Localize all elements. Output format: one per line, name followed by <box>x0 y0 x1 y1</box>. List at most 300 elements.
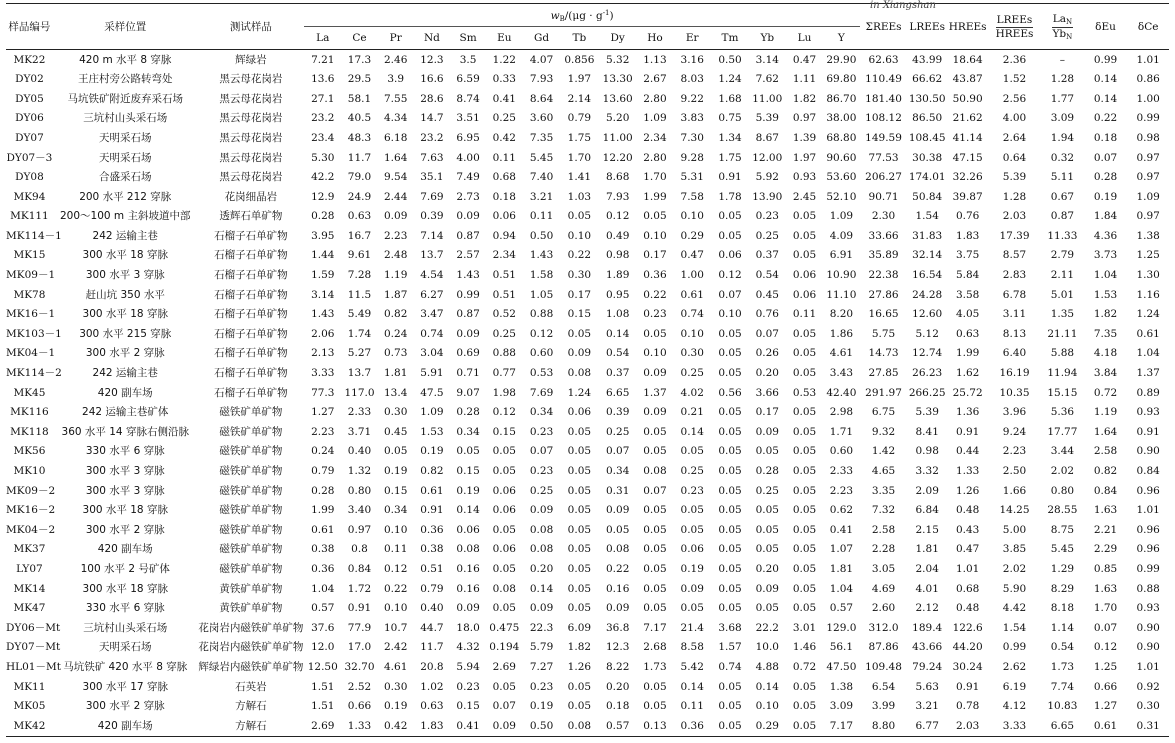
value-cell: 33.66 <box>868 229 899 242</box>
sample-type-cell: 花岗岩内磁铁矿单矿物 <box>198 641 304 654</box>
col-location: 采样位置 <box>53 6 198 50</box>
value-cell: 0.91 <box>955 680 980 693</box>
value-cell: 5.30 <box>311 151 335 164</box>
value-cell: 0.10 <box>384 602 408 615</box>
value-cell: 2.46 <box>384 53 408 66</box>
value-cell: 0.25 <box>755 229 779 242</box>
value-cell: 8.80 <box>860 716 907 736</box>
value-cell: 0.97 <box>1136 151 1160 164</box>
value-cell: 0.05 <box>680 602 704 615</box>
value-cell: 0.10 <box>643 229 667 242</box>
value-cell: 0.26 <box>755 347 779 360</box>
value-cell: 1.42 <box>871 445 896 458</box>
value-cell: 0.62 <box>829 504 854 517</box>
value-cell: 2.67 <box>643 73 667 86</box>
sample-type-cell: 黑云母花岗岩 <box>219 151 283 164</box>
value-cell: 9.54 <box>384 171 408 184</box>
value-cell: 69.80 <box>826 73 857 86</box>
value-cell: 0.09 <box>486 716 522 736</box>
value-cell: 1.84 <box>1093 210 1118 223</box>
value-cell: 2.80 <box>643 92 667 105</box>
value-cell: 22.2 <box>755 621 779 634</box>
value-cell: 2.04 <box>915 562 939 575</box>
value-cell: 0.57 <box>311 602 335 615</box>
value-cell: 0.61 <box>420 484 444 497</box>
value-cell: 23.2 <box>311 112 335 125</box>
value-cell: 0.06 <box>492 543 516 556</box>
value-cell: 0.97 <box>1136 210 1160 223</box>
sample-id-cell: MK42 <box>6 716 53 736</box>
value-cell: 1.70 <box>643 171 667 184</box>
value-cell: 1.82 <box>567 641 592 654</box>
value-cell: 13.4 <box>384 386 408 399</box>
value-cell: 8.67 <box>755 131 779 144</box>
value-cell: 5.63 <box>915 680 939 693</box>
value-cell: 0.25 <box>492 327 516 340</box>
table-row <box>6 481 1169 501</box>
value-cell: 1.51 <box>311 700 335 713</box>
value-cell: 0.05 <box>567 327 592 340</box>
value-cell: 0.84 <box>347 562 372 575</box>
table-row <box>6 540 1169 560</box>
sample-id-cell: MK16－2 <box>6 504 56 517</box>
value-cell: 1.89 <box>606 269 630 282</box>
value-cell: 10.7 <box>384 621 408 634</box>
value-cell: 1.37 <box>1136 367 1160 380</box>
value-cell: 2.02 <box>1002 562 1027 575</box>
caption-fragment: in Xiangshan <box>870 0 936 11</box>
value-cell: 1.24 <box>1136 308 1160 321</box>
value-cell: 1.19 <box>1093 406 1118 419</box>
location-cell: 马坑铁矿 420 水平 8 穿脉 <box>63 660 188 673</box>
value-cell: 1.01 <box>1136 53 1160 66</box>
value-cell: 4.02 <box>680 386 704 399</box>
value-cell: 7.63 <box>420 151 444 164</box>
value-cell: 0.22 <box>384 582 408 595</box>
value-cell: 2.23 <box>1002 445 1027 458</box>
value-cell: 0.05 <box>680 445 704 458</box>
value-cell: 0.06 <box>567 406 592 419</box>
value-cell: 0.61 <box>1084 716 1128 736</box>
value-cell: 0.15 <box>456 465 480 478</box>
value-cell: 3.01 <box>792 621 817 634</box>
value-cell: 11.00 <box>602 131 633 144</box>
value-cell: 0.41 <box>829 523 854 536</box>
value-cell: 0.05 <box>492 602 516 615</box>
value-cell: – <box>1059 53 1066 66</box>
value-cell: 1.44 <box>311 249 335 262</box>
value-cell: 0.63 <box>955 327 980 340</box>
value-cell: 0.41 <box>492 92 516 105</box>
value-cell: 1.57 <box>718 641 742 654</box>
col-delta-ce: δCe <box>1127 6 1169 50</box>
value-cell: 0.50 <box>529 229 554 242</box>
value-cell: 7.27 <box>529 660 554 673</box>
value-cell: 0.05 <box>492 523 516 536</box>
value-cell: 0.54 <box>606 347 630 360</box>
value-cell: 0.19 <box>456 484 480 497</box>
value-cell: 0.05 <box>680 523 704 536</box>
value-cell: 0.05 <box>755 543 779 556</box>
location-cell: 三坑村山头采石场 <box>83 621 168 634</box>
value-cell: 1.16 <box>1136 288 1160 301</box>
table-row <box>6 364 1169 384</box>
value-cell: 0.8 <box>351 543 368 556</box>
sample-id-cell: MK111 <box>10 210 49 223</box>
value-cell: 0.09 <box>755 582 779 595</box>
sample-type-cell: 方解石 <box>235 700 267 713</box>
value-cell: 5.49 <box>347 308 372 321</box>
value-cell: 10.0 <box>755 641 779 654</box>
value-cell: 0.10 <box>755 700 779 713</box>
value-cell: 43.66 <box>912 641 943 654</box>
value-cell: 0.93 <box>1136 602 1160 615</box>
sample-id-cell: MK116 <box>10 406 49 419</box>
location-cell: 200～100 m 主斜坡道中部 <box>60 210 191 223</box>
value-cell: 0.28 <box>1093 171 1118 184</box>
value-cell: 41.14 <box>952 131 983 144</box>
value-cell: 0.05 <box>718 582 742 595</box>
value-cell: 0.25 <box>680 465 704 478</box>
value-cell: 2.23 <box>384 229 408 242</box>
value-cell: 0.29 <box>748 716 786 736</box>
value-cell: 6.78 <box>1002 288 1027 301</box>
value-cell: 1.29 <box>1050 562 1075 575</box>
table-row <box>6 344 1169 364</box>
value-cell: 0.99 <box>1093 53 1118 66</box>
value-cell: 0.05 <box>792 582 817 595</box>
value-cell: 11.7 <box>347 151 372 164</box>
location-cell: 420 副车场 <box>97 543 153 556</box>
value-cell: 0.80 <box>1050 484 1075 497</box>
value-cell: 0.38 <box>311 543 335 556</box>
value-cell: 0.05 <box>792 504 817 517</box>
value-cell: 16.19 <box>999 367 1030 380</box>
value-cell: 2.60 <box>871 602 896 615</box>
value-cell: 181.40 <box>865 92 902 105</box>
table-row <box>6 520 1169 540</box>
value-cell: 1.54 <box>1002 621 1027 634</box>
value-cell: 7.17 <box>643 621 667 634</box>
value-cell: 0.36 <box>673 716 712 736</box>
value-cell: 1.70 <box>567 151 592 164</box>
value-cell: 0.14 <box>529 582 554 595</box>
value-cell: 0.05 <box>643 680 667 693</box>
value-cell: 1.46 <box>792 641 817 654</box>
col-element: Pr <box>378 27 414 50</box>
value-cell: 1.04 <box>311 582 335 595</box>
sample-id-cell: MK103－1 <box>6 327 62 340</box>
value-cell: 0.11 <box>492 151 516 164</box>
value-cell: 8.75 <box>1050 523 1075 536</box>
sample-id-cell: MK118 <box>10 425 49 438</box>
value-cell: 6.59 <box>456 73 480 86</box>
value-cell: 5.79 <box>529 641 554 654</box>
value-cell: 0.87 <box>456 308 480 321</box>
value-cell: 5.11 <box>1050 171 1075 184</box>
sample-type-cell: 花岗细晶岩 <box>224 190 278 203</box>
value-cell: 0.73 <box>384 347 408 360</box>
value-cell: 0.63 <box>347 210 372 223</box>
value-cell: 11.10 <box>826 288 857 301</box>
sample-id-cell: MK04－2 <box>6 523 56 536</box>
value-cell: 7.28 <box>347 269 372 282</box>
sample-type-cell: 磁铁矿单矿物 <box>219 523 283 536</box>
sample-id-cell: DY07－Mt <box>6 641 61 654</box>
value-cell: 5.45 <box>1050 543 1075 556</box>
value-cell: 7.58 <box>680 190 704 203</box>
sample-id-cell: MK22 <box>13 53 46 66</box>
value-cell: 0.57 <box>598 716 637 736</box>
value-cell: 0.15 <box>492 425 516 438</box>
value-cell: 0.16 <box>456 582 480 595</box>
value-cell: 5.92 <box>755 171 779 184</box>
sample-type-cell: 石英岩 <box>235 680 267 693</box>
value-cell: 0.82 <box>384 308 408 321</box>
value-cell: 2.29 <box>1093 543 1118 556</box>
value-cell: 8.64 <box>529 92 554 105</box>
value-cell: 0.15 <box>456 700 480 713</box>
value-cell: 0.08 <box>529 523 554 536</box>
value-cell: 0.76 <box>955 210 980 223</box>
value-cell: 0.96 <box>1136 523 1160 536</box>
value-cell: 108.45 <box>908 131 946 144</box>
location-cell: 天明采石场 <box>99 131 152 144</box>
table-row <box>6 677 1169 697</box>
value-cell: 6.54 <box>871 680 896 693</box>
value-cell: 0.50 <box>718 53 742 66</box>
value-cell: 1.78 <box>718 190 742 203</box>
value-cell: 1.24 <box>567 386 592 399</box>
value-cell: 0.48 <box>955 504 980 517</box>
value-cell: 0.11 <box>384 543 408 556</box>
value-cell: 0.45 <box>755 288 779 301</box>
col-element: Eu <box>486 27 522 50</box>
value-cell: 4.54 <box>420 269 444 282</box>
sample-id-cell: MK11 <box>13 680 46 693</box>
sample-id-cell: MK04－1 <box>6 347 56 360</box>
value-cell: 0.09 <box>456 327 480 340</box>
value-cell: 1.52 <box>1002 73 1027 86</box>
value-cell: 0.88 <box>1136 582 1160 595</box>
value-cell: 6.65 <box>606 386 630 399</box>
value-cell: 28.6 <box>420 92 444 105</box>
value-cell: 2.58 <box>871 523 896 536</box>
value-cell: 0.74 <box>680 308 704 321</box>
value-cell: 2.34 <box>492 249 516 262</box>
value-cell: 0.09 <box>680 582 704 595</box>
value-cell: 0.05 <box>755 523 779 536</box>
value-cell: 3.84 <box>1093 367 1118 380</box>
value-cell: 4.69 <box>871 582 896 595</box>
value-cell: 14.73 <box>868 347 899 360</box>
value-cell: 0.05 <box>755 602 779 615</box>
value-cell: 0.05 <box>567 700 592 713</box>
value-cell: 0.60 <box>829 445 854 458</box>
value-cell: 16.65 <box>868 308 899 321</box>
value-cell: 79.0 <box>347 171 372 184</box>
value-cell: 7.35 <box>1093 327 1118 340</box>
value-cell: 23.2 <box>420 131 444 144</box>
value-cell: 1.94 <box>1050 131 1075 144</box>
value-cell: 3.21 <box>915 700 939 713</box>
value-cell: 0.66 <box>347 700 372 713</box>
value-cell: 0.23 <box>529 680 554 693</box>
value-cell: 0.05 <box>792 680 817 693</box>
value-cell: 50.90 <box>952 92 983 105</box>
value-cell: 0.05 <box>718 562 742 575</box>
value-cell: 0.14 <box>680 680 704 693</box>
value-cell: 0.95 <box>606 288 630 301</box>
value-cell: 0.87 <box>1050 210 1075 223</box>
value-cell: 21.4 <box>680 621 704 634</box>
value-cell: 0.14 <box>755 680 779 693</box>
col-element: Ce <box>341 27 377 50</box>
value-cell: 0.12 <box>492 406 516 419</box>
value-cell: 2.36 <box>1002 53 1027 66</box>
value-cell: 1.82 <box>1093 308 1118 321</box>
value-cell: 0.05 <box>567 445 592 458</box>
value-cell: 2.02 <box>1050 465 1075 478</box>
sample-id-cell: DY05 <box>15 92 44 105</box>
value-cell: 0.194 <box>489 641 520 654</box>
value-cell: 0.09 <box>606 504 630 517</box>
value-cell: 0.85 <box>1093 562 1118 575</box>
value-cell: 129.0 <box>826 621 857 634</box>
value-cell: 11.5 <box>347 288 372 301</box>
value-cell: 0.05 <box>567 465 592 478</box>
col-element: Nd <box>414 27 450 50</box>
sample-type-cell: 石榴子石单矿物 <box>214 347 288 360</box>
value-cell: 0.25 <box>492 112 516 125</box>
value-cell: 0.53 <box>529 367 554 380</box>
value-cell: 3.5 <box>459 53 477 66</box>
value-cell: 0.77 <box>492 367 516 380</box>
sample-id-cell: DY08 <box>15 171 44 184</box>
value-cell: 21.62 <box>952 112 983 125</box>
location-cell: 300 水平 3 穿脉 <box>85 484 165 497</box>
value-cell: 0.19 <box>384 465 408 478</box>
table-row <box>6 226 1169 246</box>
value-cell: 3.99 <box>871 700 896 713</box>
value-cell: 3.14 <box>311 288 335 301</box>
value-cell: 0.18 <box>492 190 516 203</box>
value-cell: 0.90 <box>1136 621 1160 634</box>
value-cell: 1.38 <box>1136 229 1160 242</box>
value-cell: 0.29 <box>680 229 704 242</box>
table-row <box>6 70 1169 90</box>
value-cell: 27.85 <box>868 367 899 380</box>
sample-id-cell: MK45 <box>13 386 46 399</box>
value-cell: 0.87 <box>456 229 480 242</box>
value-cell: 6.19 <box>1002 680 1027 693</box>
value-cell: 0.22 <box>1093 112 1118 125</box>
value-cell: 1.63 <box>1093 504 1118 517</box>
value-cell: 0.05 <box>718 347 742 360</box>
value-cell: 0.36 <box>643 269 667 282</box>
value-cell: 1.04 <box>1136 347 1160 360</box>
value-cell: 0.33 <box>492 73 516 86</box>
value-cell: 1.97 <box>792 151 817 164</box>
value-cell: 0.90 <box>1136 445 1160 458</box>
value-cell: 0.84 <box>1136 465 1160 478</box>
value-cell: 0.05 <box>643 523 667 536</box>
value-cell: 0.05 <box>792 602 817 615</box>
value-cell: 30.24 <box>952 660 983 673</box>
sample-id-cell: MK10 <box>13 465 46 478</box>
value-cell: 0.86 <box>1136 73 1160 86</box>
value-cell: 117.0 <box>344 386 375 399</box>
value-cell: 8.29 <box>1050 582 1075 595</box>
value-cell: 0.54 <box>755 269 779 282</box>
col-delta-eu: δEu <box>1084 6 1128 50</box>
sample-id-cell: MK114－2 <box>6 367 62 380</box>
value-cell: 0.79 <box>567 112 592 125</box>
value-cell: 3.68 <box>718 621 742 634</box>
value-cell: 48.3 <box>347 131 372 144</box>
location-cell: 300 水平 3 穿脉 <box>85 465 165 478</box>
value-cell: 0.10 <box>643 347 667 360</box>
sample-type-cell: 透辉石单矿物 <box>219 210 283 223</box>
table-row <box>6 148 1169 168</box>
value-cell: 0.19 <box>384 700 408 713</box>
value-cell: 0.30 <box>1136 700 1160 713</box>
value-cell: 0.71 <box>456 367 480 380</box>
value-cell: 7.55 <box>384 92 408 105</box>
value-cell: 1.70 <box>1093 602 1118 615</box>
value-cell: 5.39 <box>755 112 779 125</box>
sample-type-cell: 磁铁矿单矿物 <box>219 425 283 438</box>
value-cell: 0.15 <box>567 308 592 321</box>
value-cell: 0.98 <box>915 445 939 458</box>
value-cell: 31.83 <box>912 229 943 242</box>
value-cell: 0.61 <box>1136 327 1160 340</box>
value-cell: 6.27 <box>420 288 444 301</box>
value-cell: 0.98 <box>606 249 630 262</box>
value-cell: 0.91 <box>1136 425 1160 438</box>
table-row <box>6 442 1169 462</box>
value-cell: 0.75 <box>718 112 742 125</box>
sample-type-cell: 黄铁矿单矿物 <box>219 602 283 615</box>
value-cell: 0.20 <box>755 562 779 575</box>
sample-id-cell: MK05 <box>13 700 46 713</box>
value-cell: 0.51 <box>420 562 444 575</box>
value-cell: 312.0 <box>868 621 899 634</box>
sample-type-cell: 黄铁矿单矿物 <box>219 582 283 595</box>
value-cell: 0.84 <box>1093 484 1118 497</box>
value-cell: 5.45 <box>529 151 554 164</box>
value-cell: 1.99 <box>311 504 335 517</box>
value-cell: 7.93 <box>529 73 554 86</box>
value-cell: 1.98 <box>492 386 516 399</box>
value-cell: 0.07 <box>529 445 554 458</box>
value-cell: 3.09 <box>829 700 854 713</box>
value-cell: 0.91 <box>347 602 372 615</box>
value-cell: 3.51 <box>456 112 480 125</box>
value-cell: 1.68 <box>718 92 742 105</box>
value-cell: 32.14 <box>912 249 943 262</box>
value-cell: 3.43 <box>829 367 854 380</box>
value-cell: 2.30 <box>871 210 896 223</box>
value-cell: 30.38 <box>912 151 943 164</box>
value-cell: 6.09 <box>567 621 592 634</box>
value-cell: 9.28 <box>680 151 704 164</box>
value-cell: 0.05 <box>456 445 480 458</box>
value-cell: 56.1 <box>829 641 854 654</box>
sample-id-cell: MK09－2 <box>6 484 56 497</box>
col-la-yb-ratio: $\frac{La_N}{Yb_N}$ <box>1041 6 1084 50</box>
location-cell: 300 水平 215 穿脉 <box>79 327 172 340</box>
